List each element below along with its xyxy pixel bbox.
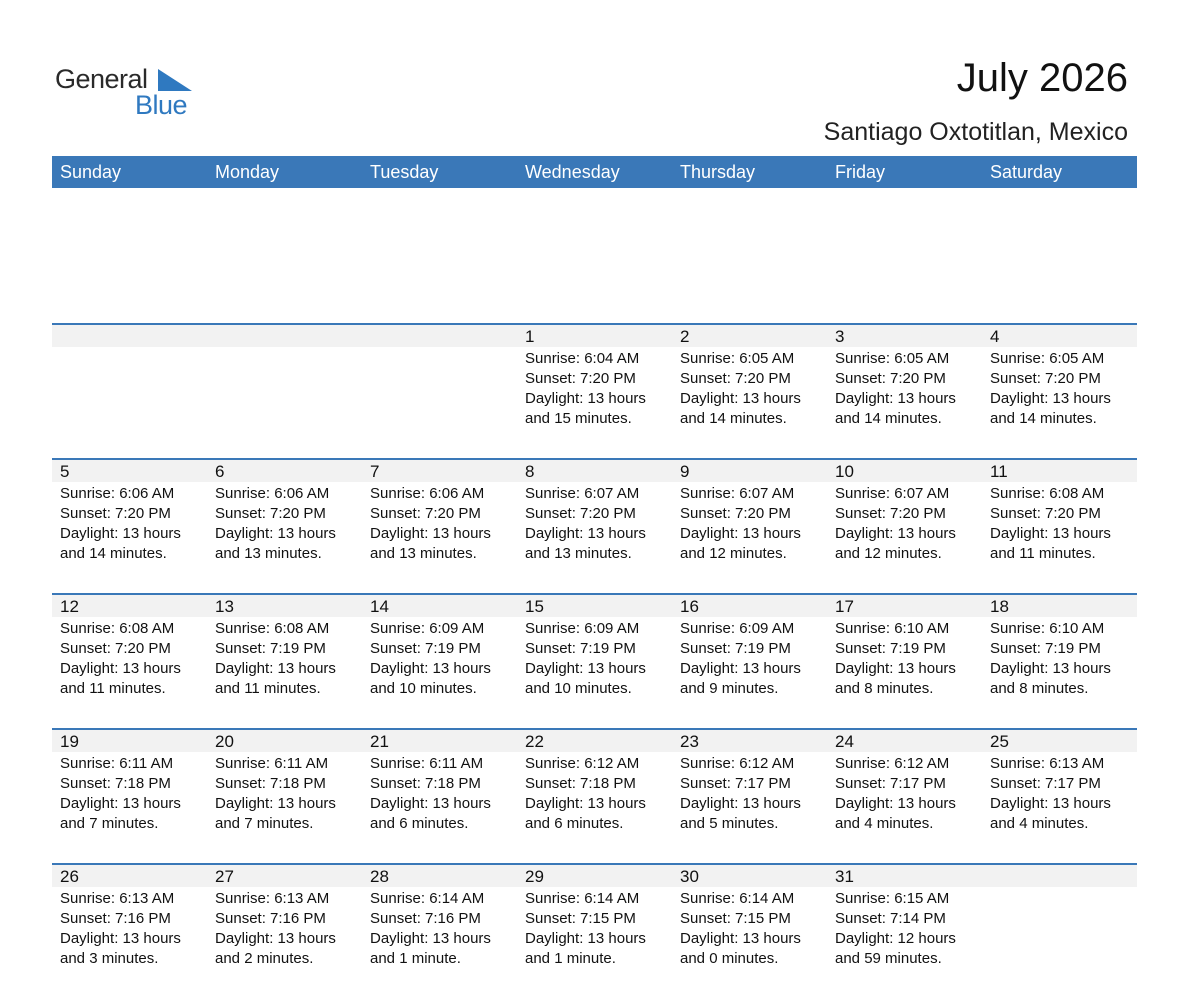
day-number: 6 <box>215 462 225 481</box>
day-number: 19 <box>60 732 79 751</box>
sunrise-text: Sunrise: 6:07 AM <box>525 485 640 502</box>
daylight-text: Daylight: 13 hours <box>525 930 646 947</box>
sunset-text: Sunset: 7:15 PM <box>525 910 636 927</box>
day-number: 3 <box>835 327 845 346</box>
sunrise-text: Sunrise: 6:14 AM <box>525 890 640 907</box>
weekday-sunday: Sunday <box>60 162 122 182</box>
daylight-text: Daylight: 13 hours <box>370 795 491 812</box>
day-number: 5 <box>60 462 70 481</box>
sunrise-text: Sunrise: 6:07 AM <box>835 485 950 502</box>
sunset-text: Sunset: 7:20 PM <box>60 640 171 657</box>
sunset-text: Sunset: 7:19 PM <box>990 640 1101 657</box>
weekday-tuesday: Tuesday <box>370 162 439 182</box>
daylight-minutes-text: and 1 minute. <box>525 950 616 967</box>
day-sun-info <box>990 349 1111 429</box>
sunrise-text: Sunrise: 6:15 AM <box>835 890 950 907</box>
sunset-text: Sunset: 7:19 PM <box>525 640 636 657</box>
day-cell <box>52 863 207 998</box>
daylight-minutes-text: and 6 minutes. <box>370 815 469 832</box>
daylight-text: Daylight: 13 hours <box>680 795 801 812</box>
sunrise-text: Sunrise: 6:14 AM <box>680 890 795 907</box>
day-cell <box>517 728 672 863</box>
sunrise-text: Sunrise: 6:06 AM <box>370 485 485 502</box>
day-number: 18 <box>990 597 1009 616</box>
daylight-minutes-text: and 4 minutes. <box>835 815 934 832</box>
daylight-minutes-text: and 14 minutes. <box>835 410 942 427</box>
day-sun-info <box>835 754 956 834</box>
day-cell <box>52 593 207 728</box>
sunrise-text: Sunrise: 6:10 AM <box>835 620 950 637</box>
daylight-text: Daylight: 13 hours <box>215 525 336 542</box>
sunset-text: Sunset: 7:16 PM <box>215 910 326 927</box>
day-cell <box>362 863 517 998</box>
sunrise-text: Sunrise: 6:11 AM <box>60 755 174 772</box>
day-number: 20 <box>215 732 234 751</box>
day-sun-info <box>60 484 181 564</box>
sunset-text: Sunset: 7:17 PM <box>680 775 791 792</box>
weekday-monday: Monday <box>215 162 280 182</box>
day-number: 1 <box>525 327 535 346</box>
daylight-minutes-text: and 11 minutes. <box>215 680 321 697</box>
daylight-minutes-text: and 6 minutes. <box>525 815 624 832</box>
day-cell <box>982 728 1137 863</box>
calendar-week <box>52 323 1137 458</box>
daylight-minutes-text: and 9 minutes. <box>680 680 779 697</box>
day-number: 30 <box>680 867 699 886</box>
daylight-text: Daylight: 13 hours <box>215 795 336 812</box>
day-sun-info <box>525 754 646 834</box>
day-cell <box>672 323 827 458</box>
day-sun-info <box>215 484 336 564</box>
weekday-wednesday: Wednesday <box>525 162 620 182</box>
day-number: 2 <box>680 327 690 346</box>
day-sun-info <box>835 889 956 969</box>
day-cell <box>672 863 827 998</box>
day-sun-info <box>835 349 956 429</box>
page-title: July 2026 <box>956 56 1128 100</box>
daylight-text: Daylight: 13 hours <box>215 930 336 947</box>
daylight-text: Daylight: 13 hours <box>990 525 1111 542</box>
daylight-text: Daylight: 13 hours <box>60 525 181 542</box>
daylight-minutes-text: and 2 minutes. <box>215 950 314 967</box>
sunrise-text: Sunrise: 6:09 AM <box>370 620 485 637</box>
day-sun-info <box>680 889 801 969</box>
weekday-thursday: Thursday <box>680 162 756 182</box>
sunset-text: Sunset: 7:17 PM <box>990 775 1101 792</box>
day-number: 29 <box>525 867 544 886</box>
day-number: 8 <box>525 462 535 481</box>
sunrise-text: Sunrise: 6:09 AM <box>680 620 795 637</box>
sunset-text: Sunset: 7:20 PM <box>370 505 481 522</box>
sunset-text: Sunset: 7:18 PM <box>370 775 481 792</box>
day-cell <box>517 593 672 728</box>
sunset-text: Sunset: 7:14 PM <box>835 910 946 927</box>
day-cell <box>827 593 982 728</box>
daylight-minutes-text: and 10 minutes. <box>370 680 477 697</box>
sunset-text: Sunset: 7:19 PM <box>370 640 481 657</box>
sunrise-text: Sunrise: 6:11 AM <box>370 755 484 772</box>
daylight-minutes-text: and 0 minutes. <box>680 950 779 967</box>
calendar-week <box>52 728 1137 863</box>
sunset-text: Sunset: 7:18 PM <box>525 775 636 792</box>
sunrise-text: Sunrise: 6:10 AM <box>990 620 1105 637</box>
day-cell <box>672 458 827 593</box>
daylight-text: Daylight: 13 hours <box>990 660 1111 677</box>
day-sun-info <box>835 619 956 699</box>
sunrise-text: Sunrise: 6:08 AM <box>215 620 330 637</box>
day-cell <box>207 863 362 998</box>
sunset-text: Sunset: 7:20 PM <box>60 505 171 522</box>
day-sun-info <box>60 619 181 699</box>
daylight-text: Daylight: 13 hours <box>370 660 491 677</box>
sunrise-text: Sunrise: 6:12 AM <box>525 755 640 772</box>
day-sun-info <box>525 619 646 699</box>
day-number: 21 <box>370 732 389 751</box>
day-cell <box>52 728 207 863</box>
day-cell <box>672 728 827 863</box>
day-cell <box>207 728 362 863</box>
daylight-text: Daylight: 13 hours <box>835 660 956 677</box>
daylight-minutes-text: and 13 minutes. <box>525 545 632 562</box>
sunset-text: Sunset: 7:17 PM <box>835 775 946 792</box>
daylight-minutes-text: and 7 minutes. <box>60 815 159 832</box>
sunrise-text: Sunrise: 6:13 AM <box>215 890 330 907</box>
daylight-text: Daylight: 13 hours <box>680 390 801 407</box>
day-sun-info <box>370 889 491 969</box>
sunset-text: Sunset: 7:20 PM <box>680 505 791 522</box>
sunset-text: Sunset: 7:16 PM <box>60 910 171 927</box>
daylight-text: Daylight: 13 hours <box>370 930 491 947</box>
weekday-friday: Friday <box>835 162 886 182</box>
sunrise-text: Sunrise: 6:05 AM <box>990 350 1105 367</box>
day-sun-info <box>60 754 181 834</box>
day-number: 12 <box>60 597 79 616</box>
daylight-text: Daylight: 13 hours <box>835 525 956 542</box>
daylight-minutes-text: and 8 minutes. <box>835 680 934 697</box>
day-cell <box>362 728 517 863</box>
day-sun-info <box>680 484 801 564</box>
day-cell <box>827 458 982 593</box>
day-cell <box>982 323 1137 458</box>
sunset-text: Sunset: 7:20 PM <box>525 505 636 522</box>
sunrise-text: Sunrise: 6:12 AM <box>835 755 950 772</box>
location-subtitle: Santiago Oxtotitlan, Mexico <box>823 118 1128 146</box>
sunset-text: Sunset: 7:20 PM <box>525 370 636 387</box>
daylight-minutes-text: and 8 minutes. <box>990 680 1089 697</box>
sunrise-text: Sunrise: 6:04 AM <box>525 350 640 367</box>
day-sun-info <box>525 349 646 429</box>
day-number: 9 <box>680 462 690 481</box>
daylight-minutes-text: and 15 minutes. <box>525 410 632 427</box>
day-number: 7 <box>370 462 380 481</box>
daylight-minutes-text: and 13 minutes. <box>370 545 477 562</box>
daylight-minutes-text: and 5 minutes. <box>680 815 779 832</box>
daylight-text: Daylight: 13 hours <box>60 930 181 947</box>
daylight-text: Daylight: 13 hours <box>215 660 336 677</box>
logo-word-general: General <box>55 64 148 94</box>
weekday-saturday: Saturday <box>990 162 1063 182</box>
calendar-week <box>52 458 1137 593</box>
day-number: 14 <box>370 597 389 616</box>
daylight-text: Daylight: 13 hours <box>990 390 1111 407</box>
day-cell <box>827 323 982 458</box>
daylight-minutes-text: and 14 minutes. <box>680 410 787 427</box>
day-number: 17 <box>835 597 854 616</box>
day-sun-info <box>370 484 491 564</box>
day-number: 24 <box>835 732 854 751</box>
daylight-text: Daylight: 13 hours <box>835 795 956 812</box>
daylight-minutes-text: and 12 minutes. <box>680 545 787 562</box>
sunrise-text: Sunrise: 6:13 AM <box>60 890 175 907</box>
daylight-minutes-text: and 1 minute. <box>370 950 461 967</box>
day-sun-info <box>680 754 801 834</box>
day-cell <box>362 458 517 593</box>
day-sun-info <box>215 889 336 969</box>
day-sun-info <box>215 754 336 834</box>
sunset-text: Sunset: 7:18 PM <box>60 775 171 792</box>
daylight-text: Daylight: 13 hours <box>680 660 801 677</box>
day-sun-info <box>990 484 1111 564</box>
day-cell <box>362 593 517 728</box>
daylight-text: Daylight: 12 hours <box>835 930 956 947</box>
day-number: 28 <box>370 867 389 886</box>
sunset-text: Sunset: 7:20 PM <box>215 505 326 522</box>
sunset-text: Sunset: 7:19 PM <box>835 640 946 657</box>
day-cell <box>517 323 672 458</box>
sunrise-text: Sunrise: 6:09 AM <box>525 620 640 637</box>
sunrise-text: Sunrise: 6:05 AM <box>835 350 950 367</box>
sunset-text: Sunset: 7:20 PM <box>990 505 1101 522</box>
day-sun-info <box>680 619 801 699</box>
day-number: 25 <box>990 732 1009 751</box>
daylight-text: Daylight: 13 hours <box>525 660 646 677</box>
day-sun-info <box>215 619 336 699</box>
daylight-minutes-text: and 59 minutes. <box>835 950 942 967</box>
sunset-text: Sunset: 7:20 PM <box>835 370 946 387</box>
empty-day-cell <box>982 863 1137 998</box>
day-number: 10 <box>835 462 854 481</box>
daylight-minutes-text: and 11 minutes. <box>60 680 166 697</box>
sunrise-text: Sunrise: 6:06 AM <box>60 485 175 502</box>
day-number: 23 <box>680 732 699 751</box>
day-number: 15 <box>525 597 544 616</box>
sunset-text: Sunset: 7:18 PM <box>215 775 326 792</box>
day-number: 26 <box>60 867 79 886</box>
day-cell <box>672 593 827 728</box>
daylight-minutes-text: and 3 minutes. <box>60 950 159 967</box>
day-sun-info <box>990 619 1111 699</box>
day-cell <box>827 728 982 863</box>
day-number: 13 <box>215 597 234 616</box>
day-cell <box>982 593 1137 728</box>
empty-day-cell <box>362 323 517 458</box>
sunrise-text: Sunrise: 6:08 AM <box>990 485 1105 502</box>
sunset-text: Sunset: 7:20 PM <box>680 370 791 387</box>
sunrise-text: Sunrise: 6:13 AM <box>990 755 1105 772</box>
day-sun-info <box>60 889 181 969</box>
daylight-text: Daylight: 13 hours <box>525 525 646 542</box>
logo-triangle-icon <box>158 69 192 91</box>
daylight-text: Daylight: 13 hours <box>525 795 646 812</box>
daylight-text: Daylight: 13 hours <box>60 795 181 812</box>
sunset-text: Sunset: 7:19 PM <box>680 640 791 657</box>
daylight-minutes-text: and 7 minutes. <box>215 815 314 832</box>
logo <box>55 64 215 120</box>
sunset-text: Sunset: 7:20 PM <box>835 505 946 522</box>
empty-day-cell <box>52 323 207 458</box>
empty-day-cell <box>207 323 362 458</box>
calendar-week <box>52 863 1137 998</box>
sunset-text: Sunset: 7:20 PM <box>990 370 1101 387</box>
daylight-text: Daylight: 13 hours <box>680 525 801 542</box>
day-cell <box>52 458 207 593</box>
day-sun-info <box>680 349 801 429</box>
sunrise-text: Sunrise: 6:06 AM <box>215 485 330 502</box>
day-cell <box>827 863 982 998</box>
day-cell <box>517 458 672 593</box>
calendar <box>52 156 1137 967</box>
sunrise-text: Sunrise: 6:14 AM <box>370 890 485 907</box>
daylight-text: Daylight: 13 hours <box>525 390 646 407</box>
day-sun-info <box>370 619 491 699</box>
sunset-text: Sunset: 7:16 PM <box>370 910 481 927</box>
calendar-week <box>52 593 1137 728</box>
sunrise-text: Sunrise: 6:12 AM <box>680 755 795 772</box>
daylight-minutes-text: and 11 minutes. <box>990 545 1096 562</box>
logo-word-blue: Blue <box>135 90 188 120</box>
sunrise-text: Sunrise: 6:07 AM <box>680 485 795 502</box>
day-sun-info <box>370 754 491 834</box>
day-number: 31 <box>835 867 854 886</box>
day-sun-info <box>990 754 1111 834</box>
daylight-minutes-text: and 13 minutes. <box>215 545 322 562</box>
day-cell <box>207 458 362 593</box>
sunset-text: Sunset: 7:15 PM <box>680 910 791 927</box>
weekday-header <box>52 156 1137 188</box>
sunset-text: Sunset: 7:19 PM <box>215 640 326 657</box>
daylight-text: Daylight: 13 hours <box>990 795 1111 812</box>
daylight-text: Daylight: 13 hours <box>835 390 956 407</box>
daylight-minutes-text: and 10 minutes. <box>525 680 632 697</box>
day-number: 27 <box>215 867 234 886</box>
daylight-minutes-text: and 12 minutes. <box>835 545 942 562</box>
daylight-minutes-text: and 14 minutes. <box>990 410 1097 427</box>
day-number: 22 <box>525 732 544 751</box>
day-number: 16 <box>680 597 699 616</box>
daylight-text: Daylight: 13 hours <box>60 660 181 677</box>
daylight-text: Daylight: 13 hours <box>370 525 491 542</box>
day-sun-info <box>525 484 646 564</box>
day-number: 4 <box>990 327 1000 346</box>
daylight-minutes-text: and 4 minutes. <box>990 815 1089 832</box>
day-number: 11 <box>990 462 1008 481</box>
sunrise-text: Sunrise: 6:05 AM <box>680 350 795 367</box>
day-sun-info <box>525 889 646 969</box>
sunrise-text: Sunrise: 6:11 AM <box>215 755 329 772</box>
daylight-minutes-text: and 14 minutes. <box>60 545 167 562</box>
day-cell <box>982 458 1137 593</box>
sunrise-text: Sunrise: 6:08 AM <box>60 620 175 637</box>
day-cell <box>207 593 362 728</box>
daylight-text: Daylight: 13 hours <box>680 930 801 947</box>
day-sun-info <box>835 484 956 564</box>
day-cell <box>517 863 672 998</box>
